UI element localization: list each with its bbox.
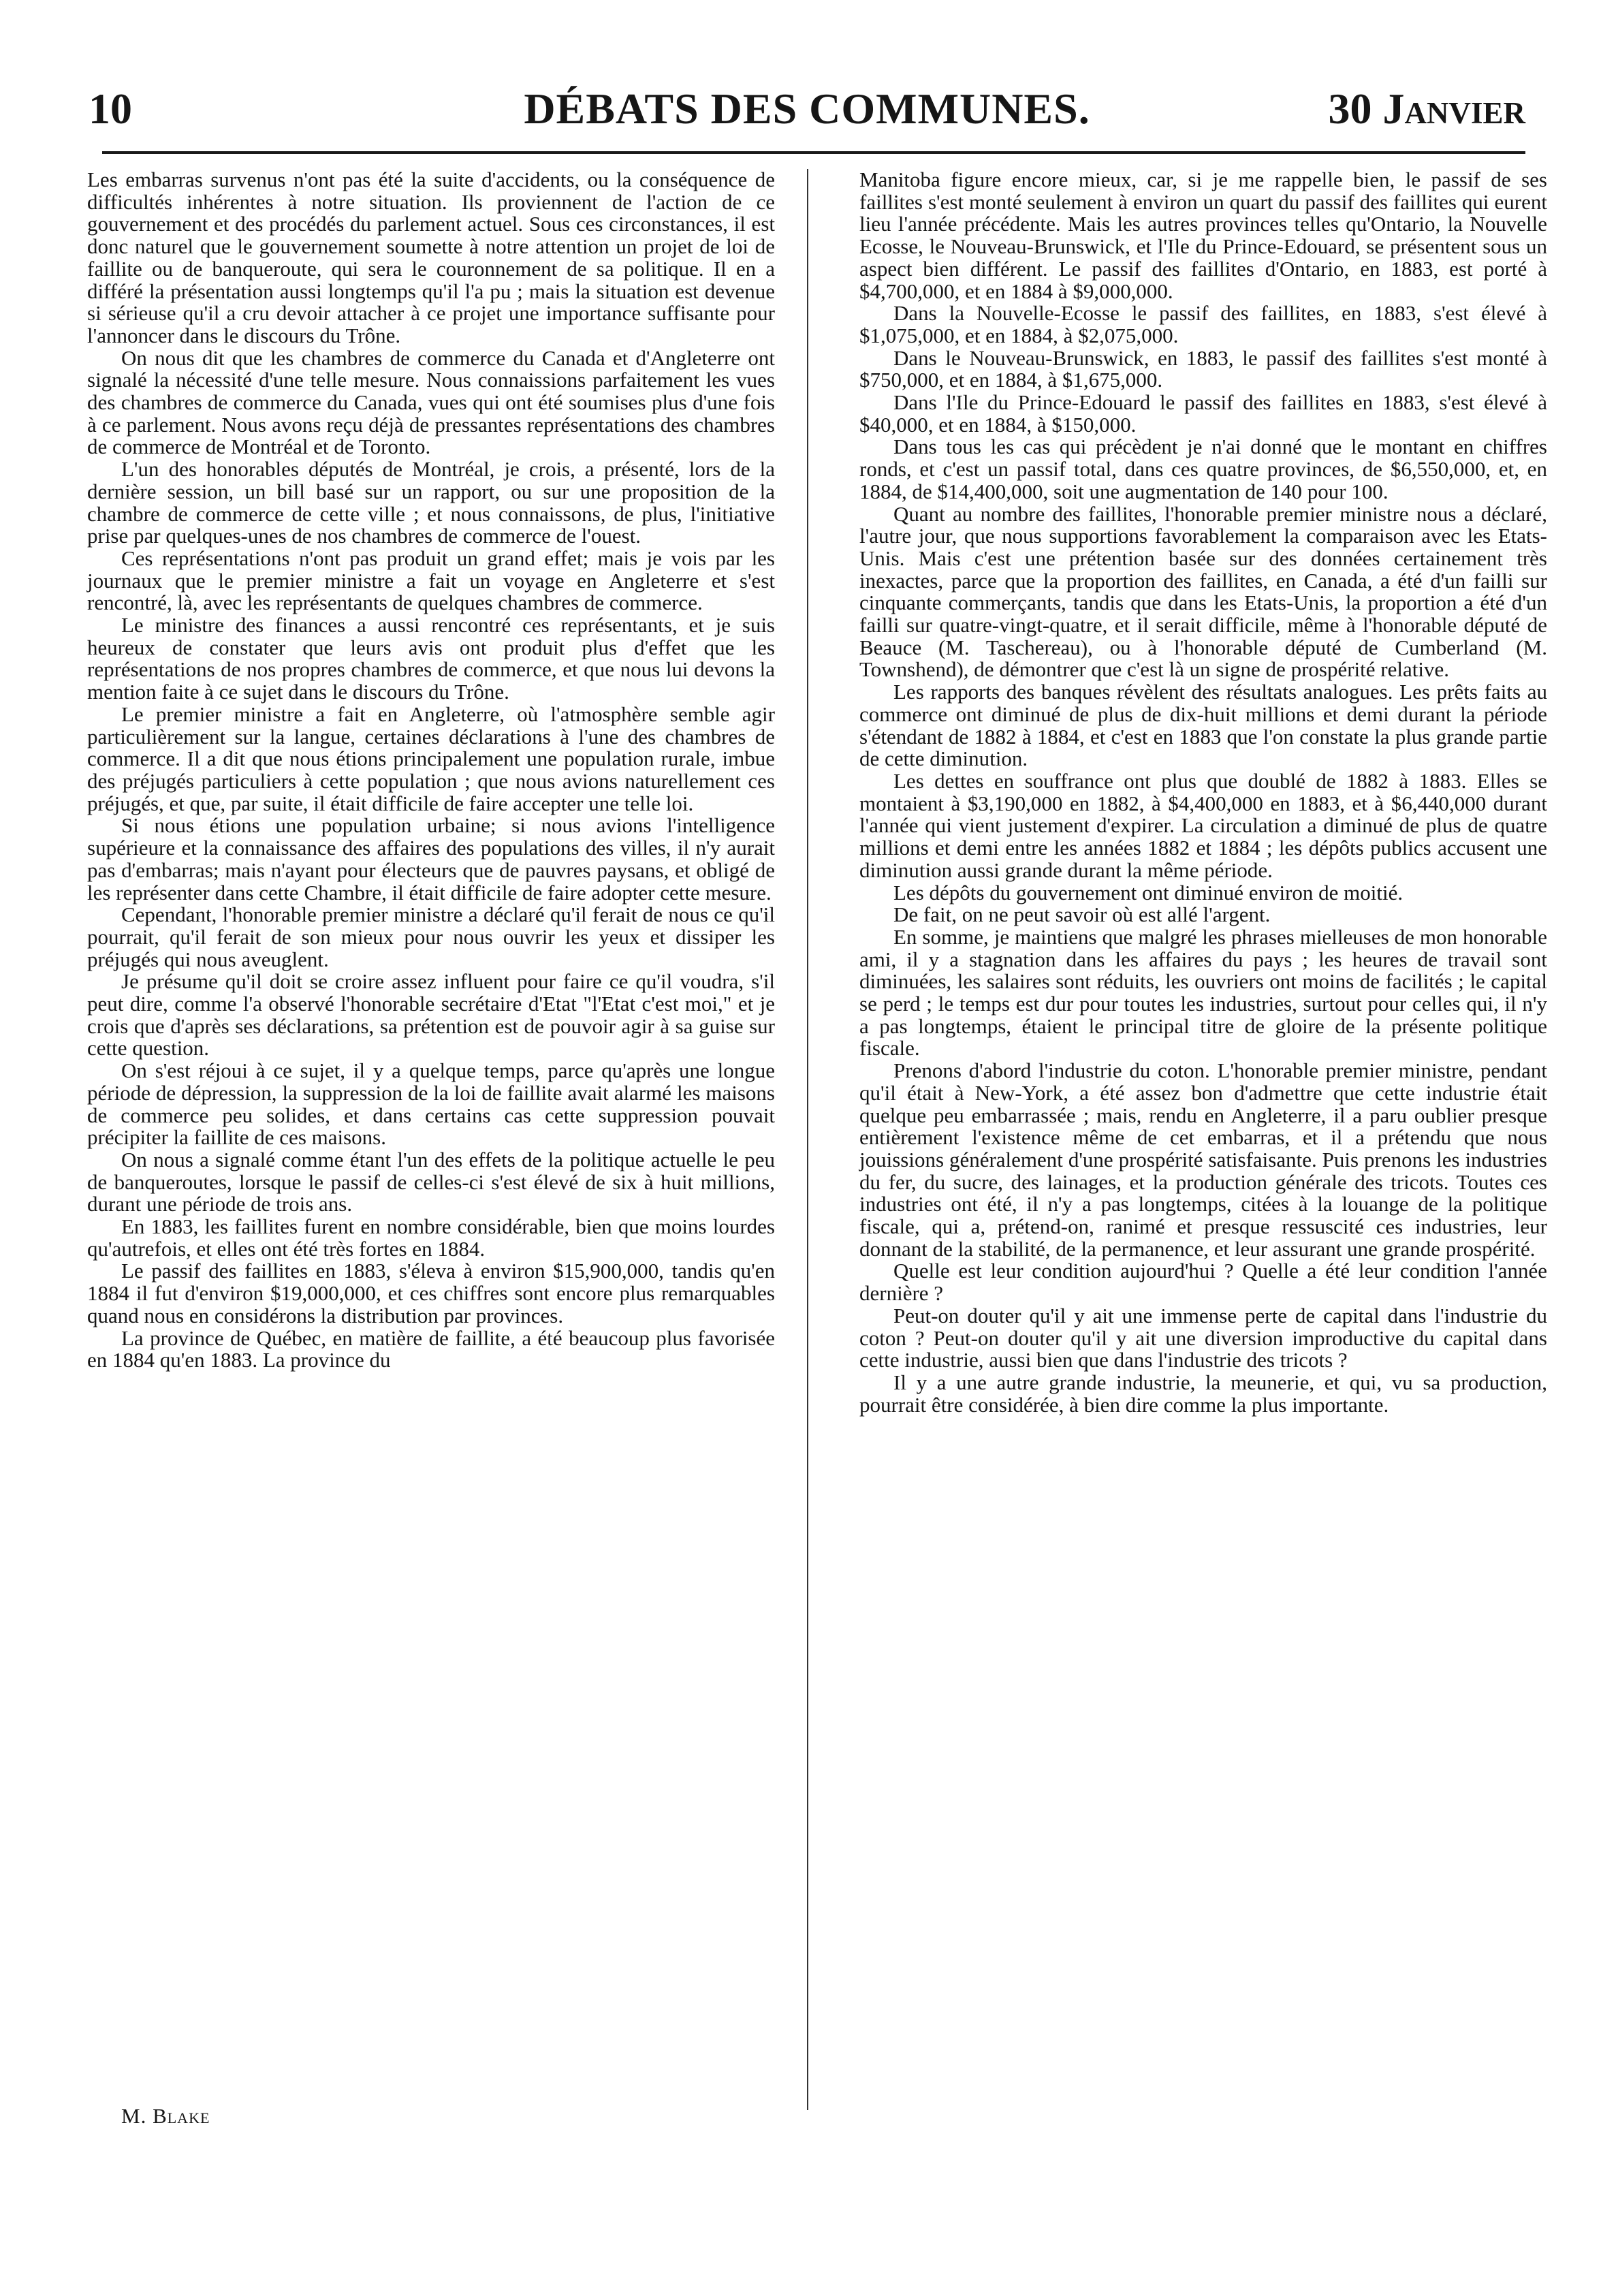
paragraph: On s'est réjoui à ce sujet, il y a quelque temps, parce qu'après une longue période de dépression, la suppression de la loi de faillite avait alarmé les maisons de commerce peu solides, et dans certains cas cette suppression pouvait précipiter la faillite de ces maisons. bbox=[87, 1058, 775, 1150]
paragraph: Je présume qu'il doit se croire assez influent pour faire ce qu'il voudra, s'il peut dire, comme l'a observé l'honorable secrétaire d'Etat "l'Etat c'est moi," et je crois que d'après ses déclarations, sa prétention est de pouvoir agir à sa guise sur cette question. bbox=[87, 969, 775, 1060]
page-header bbox=[89, 82, 1525, 136]
paragraph: Le ministre des finances a aussi rencontré ces représentants, et je suis heureux de constater que leurs avis ont produit plus d'effet que les représentations de nos propres chambres de commerce, et que nous lui devons la mention faite à ce sujet dans le discours du Trône. bbox=[87, 613, 775, 704]
paragraph: Les rapports des banques révèlent des résultats analogues. Les prêts faits au commerce ont diminué de plus de dix-huit millions et demi durant la période s'étendant de 1882 à 1884, et c'est en 1883 que l'on constate la plus grande partie de cette diminution. bbox=[859, 680, 1547, 771]
paragraph: En 1883, les faillites furent en nombre considérable, bien que moins lourdes qu'autrefois, et elles ont été très fortes en 1884. bbox=[87, 1214, 775, 1261]
paragraph: Les embarras survenus n'ont pas été la suite d'accidents, ou la conséquence de difficultés inhérentes à notre situation. Ils proviennent de l'action de ce gouvernement et des procédés du parlement actuel. Sous ces circonstances, il est donc naturel que le gouvernement soumette à notre attention un projet de loi de faillite ou de banqueroute, qui sera le couronnement de sa politique. Il en a différé la présentation aussi longtemps qu'il l'a pu ; mais la situation est devenue si sérieuse qu'il a cru devoir attacher à ce projet une importance suffisante pour l'annoncer dans le discours du Trône. bbox=[87, 168, 775, 347]
paragraph: On nous a signalé comme étant l'un des effets de la politique actuelle le peu de banqueroutes, lorsque le passif de celles-ci s'est élevé de six à huit millions, durant une période de trois ans. bbox=[87, 1147, 775, 1216]
paragraph: Quelle est leur condition aujourd'hui ? Quelle a été leur condition l'année dernière ? bbox=[859, 1259, 1547, 1306]
paragraph: Quant au nombre des faillites, l'honorable premier ministre nous a déclaré, l'autre jour, que nous supportions favorablement la comparaison avec les Etats-Unis. Mais c'est une prétention basée sur des données certainement très inexactes, parce que la proportion des faillites, en Canada, a été d'un failli sur cinquante commerçants, tandis que dans les Etats-Unis, la proportion a été d'un failli sur quatre-vingt-quatre, et il serait difficile, même à l'honorable député de Beauce (M. Taschereau), ou à l'honorable député de Cumberland (M. Townshend), de démontrer que c'est là un signe de prospérité relative. bbox=[859, 501, 1547, 682]
paragraph: Dans le Nouveau-Brunswick, en 1883, le passif des faillites s'est monté à $750,000, et en 1884, à $1,675,000. bbox=[859, 345, 1547, 392]
paragraph: Dans la Nouvelle-Ecosse le passif des faillites, en 1883, s'est élevé à $1,075,000, et en 1884, à $2,075,000. bbox=[859, 301, 1547, 347]
paragraph: Il y a une autre grande industrie, la meunerie, et qui, vu sa production, pourrait être considérée, à bien dire comme la plus importante. bbox=[859, 1370, 1547, 1417]
paragraph: Prenons d'abord l'industrie du coton. L'honorable premier ministre, pendant qu'il était à New-York, a été assez bon d'admettre que cette industrie était quelque peu embarrassée ; mais, rendu en Angleterre, il a paru oublier presque entièrement l'existence même de cet embarras, et il a prétendu que nous jouissions généralement d'une prospérité satisfaisante. Puis prenons les industries du fer, du sucre, des lainages, et la production générale des tricots. Toutes ces industries ont été, il n'y a pas longtemps, citées à la louange de la politique fiscale, qui a, prétend-on, ranimé et presque ressuscité ces industries, leur donnant de la stabilité, de la permanence, et leur assurant une grande prospérité. bbox=[859, 1058, 1547, 1261]
paragraph: De fait, on ne peut savoir où est allé l'argent. bbox=[893, 902, 1271, 927]
page-number: 10 bbox=[89, 84, 132, 133]
paragraph: Cependant, l'honorable premier ministre a déclaré qu'il ferait de nous ce qu'il pourrait, qu'il ferait de son mieux pour nous ouvrir les yeux et dissiper les préjugés qui nous aveuglent. bbox=[87, 902, 775, 971]
paragraph: L'un des honorables députés de Montréal, je crois, a présenté, lors de la dernière session, un bill basé sur un rapport, ou sur une proposition de la chambre de commerce de cette ville ; et nous connaissons, de plus, l'initiative prise par quelques-unes de nos chambres de commerce de l'ouest. bbox=[87, 457, 775, 548]
paragraph: Ces représentations n'ont pas produit un grand effet; mais je vois par les journaux que le premier ministre a fait un voyage en Angleterre et s'est rencontré, là, avec les représentants de quelques chambres de commerce. bbox=[87, 546, 775, 615]
right-column bbox=[859, 169, 1547, 1416]
paragraph: Le passif des faillites en 1883, s'éleva à environ $15,900,000, tandis qu'en 1884 il fut d'environ $19,000,000, et ces chiffres sont encore plus remarquables quand nous en considérons la distribution par provinces. bbox=[87, 1259, 775, 1327]
paragraph: Peut-on douter qu'il y ait une immense perte de capital dans l'industrie du coton ? Peut-on douter qu'il y ait une diversion improductive du capital dans cette industrie, aussi bien que dans l'industrie des tricots ? bbox=[859, 1303, 1547, 1372]
left-column bbox=[87, 169, 775, 1372]
paragraph: Les dépôts du gouvernement ont diminué environ de moitié. bbox=[893, 880, 1403, 905]
header-rule bbox=[102, 151, 1525, 154]
page-date: 30 Janvier bbox=[1328, 84, 1525, 133]
paragraph: On nous dit que les chambres de commerce du Canada et d'Angleterre ont signalé la nécessité d'une telle mesure. Nous connaissions parfaitement les vues des chambres de commerce du Canada, vues qui ont été soumises plus d'une fois à ce parlement. Nous avons reçu déjà de pressantes représentations des chambres de commerce de Montréal et de Toronto. bbox=[87, 345, 775, 459]
paragraph: En somme, je maintiens que malgré les phrases mielleuses de mon honorable ami, il y a stagnation dans les affaires du pays ; les heures de travail sont diminuées, les salaires sont réduits, les ouvriers ont moins de facilités ; le capital se perd ; le temps est dur pour toutes les industries, surtout pour celles qui, il n'y a pas longtemps, étaient le principal titre de gloire de la présente politique fiscale. bbox=[859, 924, 1547, 1060]
speaker-name: M. Blake bbox=[121, 2104, 210, 2128]
paragraph: Dans tous les cas qui précèdent je n'ai donné que le montant en chiffres ronds, et c'est un passif total, dans ces quatre provinces, de $6,550,000, et, en 1884, de $14,400,000, soit une augmentation de 140 pour 100. bbox=[859, 435, 1547, 503]
paragraph: Les dettes en souffrance ont plus que doublé de 1882 à 1883. Elles se montaient à $3,190,000 en 1882, à $4,400,000 en 1883, et à $6,440,000 durant l'année qui vient justement d'expirer. La circulation a diminué de plus de quatre millions et demi entre les années 1882 et 1884 ; les dépôts publics accusent une diminution aussi grande durant la même période. bbox=[859, 768, 1547, 882]
paragraph: Le premier ministre a fait en Angleterre, où l'atmosphère semble agir particulièrement sur la langue, certaines déclarations à l'une des chambres de commerce. Il a dit que nous étions principalement une population rurale, imbue des préjugés particuliers à cette population ; que nous avions naturellement ces préjugés, et que, par suite, il était difficile de faire accepter une telle loi. bbox=[87, 702, 775, 815]
column-divider bbox=[807, 169, 808, 2110]
paragraph: La province de Québec, en matière de faillite, a été beaucoup plus favorisée en 1884 qu'en 1883. La province du bbox=[87, 1325, 775, 1372]
page-title: DÉBATS DES COMMUNES. bbox=[524, 84, 1090, 133]
paragraph: Manitoba figure encore mieux, car, si je me rappelle bien, le passif de ses faillites s'est monté seulement à environ un quart du passif des faillites qui eurent lieu l'année précédente. Mais les autres provinces telles qu'Ontario, la Nouvelle Ecosse, le Nouveau-Brunswick, et l'Ile du Prince-Edouard, se présentent sous un aspect bien différent. Le passif des faillites d'Ontario, en 1883, est porté à $4,700,000, et en 1884 à $9,000,000. bbox=[859, 168, 1547, 303]
paragraph: Si nous étions une population urbaine; si nous avions l'intelligence supérieure et la connaissance des affaires des populations des villes, il n'y aurait pas d'embarras; mais n'ayant pour électeurs que de pauvres paysans, et obligé de les représenter dans cette Chambre, il était difficile de faire adopter cette mesure. bbox=[87, 813, 775, 905]
paragraph: Dans l'Ile du Prince-Edouard le passif des faillites en 1883, s'est élevé à $40,000, et en 1884, à $150,000. bbox=[859, 390, 1547, 437]
